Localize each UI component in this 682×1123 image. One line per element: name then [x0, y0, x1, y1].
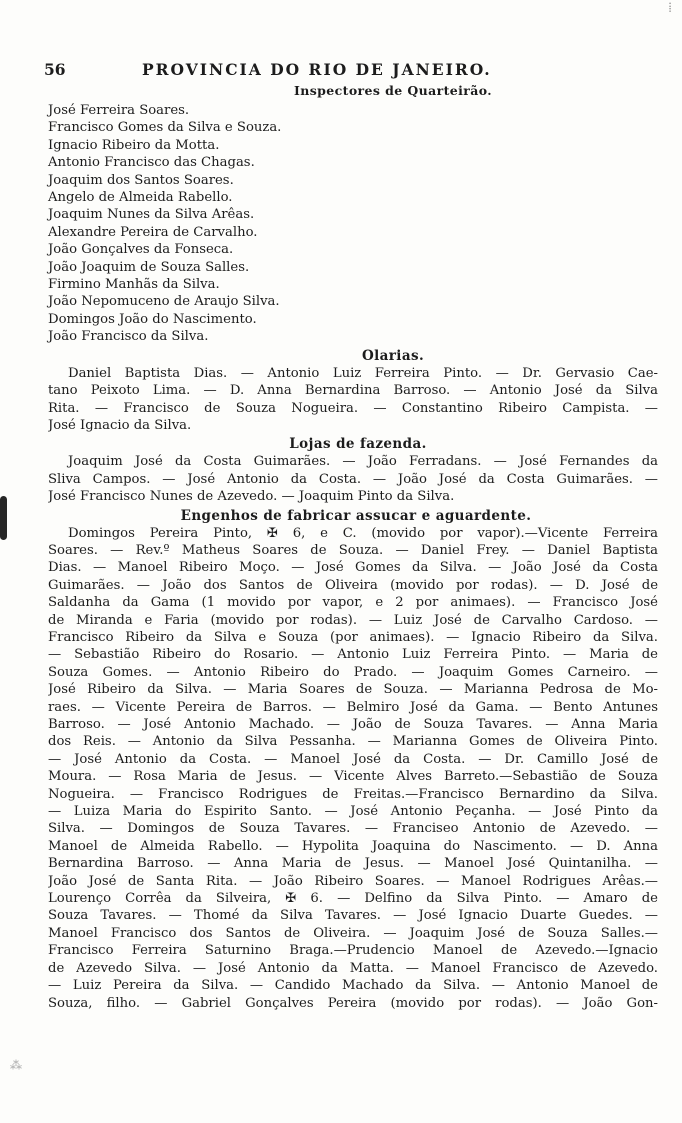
text-line: Daniel Baptista Dias. — Antonio Luiz Ferreira Pinto. — Dr. Gervasio Cae-: [68, 365, 658, 381]
section-title-lojas: Lojas de fazenda.: [289, 436, 427, 453]
text-line: Sliva Campos. — José Antonio da Costa. — João José da Costa Guimarães. —: [48, 471, 658, 487]
scan-artifact-icon: ⁞: [668, 0, 672, 16]
list-item: Antonio Francisco das Chagas.: [48, 155, 255, 171]
text-line: José Francisco Nunes de Azevedo. — Joaquim Pinto da Silva.: [48, 489, 455, 505]
lojas-paragraph: [48, 453, 658, 505]
text-line: — Luiza Maria do Espirito Santo. — José Antonio Peçanha. — José Pinto da: [48, 804, 658, 820]
text-line: José Ignacio da Silva.: [48, 417, 192, 433]
text-line: Souza, filho. — Gabriel Gonçalves Pereira (movido por rodas). — João Gon-: [48, 995, 658, 1011]
text-line: Guimarães. — João dos Santos de Oliveira (movido por rodas). — D. José de: [48, 577, 658, 593]
list-item: João Nepomuceno de Araujo Silva.: [48, 294, 280, 310]
list-item: Francisco Gomes da Silva e Souza.: [48, 120, 282, 136]
text-line: Silva. — Domingos de Souza Tavares. — Franciseo Antonio de Azevedo. —: [48, 821, 658, 837]
text-line: — Luiz Pereira da Silva. — Candido Machado da Silva. — Antonio Manoel de: [48, 978, 658, 994]
section-title-inspetores: Inspectores de Quarteirão.: [293, 83, 493, 98]
text-line: João José de Santa Rita. — João Ribeiro Soares. — Manoel Rodrigues Arêas.—: [48, 873, 658, 889]
text-line: raes. — Vicente Pereira de Barros. — Belmiro José da Gama. — Bento Antunes: [48, 699, 658, 715]
text-line: José Ribeiro da Silva. — Maria Soares de Souza. — Marianna Pedrosa de Mo-: [48, 682, 658, 698]
text-line: Domingos Pereira Pinto, ✠ 6, e C. (movido por vapor).—Vicente Ferreira: [68, 525, 658, 541]
ink-smudge-icon: ⁂: [10, 1058, 22, 1072]
list-item: Joaquim Nunes da Silva Arêas.: [48, 207, 255, 223]
text-line: Barroso. — José Antonio Machado. — João de Souza Tavares. — Anna Maria: [48, 717, 658, 732]
text-line: Francisco Ribeiro da Silva e Souza (por animaes). — Ignacio Ribeiro da Silva.: [48, 629, 658, 645]
text-line: Manoel de Almeida Rabello. — Hypolita Joaquina do Nascimento. — D. Anna: [48, 838, 658, 854]
text-line: de Miranda e Faria (movido por rodas). — Luiz José de Carvalho Cardoso. —: [48, 612, 658, 628]
text-line: de Azevedo Silva. — José Antonio da Matta. — Manoel Francisco de Azevedo.: [48, 960, 658, 976]
list-item: José Ferreira Soares.: [48, 103, 190, 118]
text-line: Nogueira. — Francisco Rodrigues de Freitas.—Francisco Bernardino da Silva.: [48, 786, 658, 802]
text-line: Souza Tavares. — Thomé da Silva Tavares. — José Ignacio Duarte Guedes. —: [48, 908, 658, 924]
text-line: — Sebastião Ribeiro do Rosario. — Antonio Luiz Ferreira Pinto. — Maria de: [48, 647, 658, 663]
list-item: João Joaquim de Souza Salles.: [48, 259, 250, 275]
text-line: tano Peixoto Lima. — D. Anna Bernardina Barroso. — Antonio José da Silva: [48, 383, 658, 399]
text-line: Francisco Ferreira Saturnino Braga.—Prudencio Manoel de Azevedo.—Ignacio: [48, 943, 658, 959]
list-item: Joaquim dos Santos Soares.: [48, 172, 234, 188]
text-line: dos Reis. — Antonio da Silva Pessanha. — Marianna Gomes de Oliveira Pinto.: [48, 734, 658, 750]
running-title: PROVINCIA DO RIO DE JANEIRO.: [142, 60, 492, 79]
olarias-paragraph: [48, 365, 658, 435]
list-item: Ignacio Ribeiro da Motta.: [48, 137, 220, 153]
text-line: Moura. — Rosa Maria de Jesus. — Vicente Alves Barreto.—Sebastião de Souza: [48, 769, 658, 785]
list-item: Firmino Manhãs da Silva.: [48, 277, 220, 293]
text-line: Saldanha da Gama (1 movido por vapor, e 2 por animaes). — Francisco José: [48, 595, 658, 611]
section-title-engenhos: Engenhos de fabricar assucar e aguardente.: [180, 507, 532, 524]
binding-hole-mark: [0, 496, 7, 540]
text-line: Dias. — Manoel Ribeiro Moço. — José Gomes da Silva. — João José da Costa: [48, 560, 658, 576]
inspetores-list: [48, 102, 658, 346]
page-number: 56: [44, 60, 66, 79]
text-line: Lourenço Corrêa da Silveira, ✠ 6. — Delfino da Silva Pinto. — Amaro de: [48, 891, 658, 907]
text-line: Joaquim José da Costa Guimarães. — João Ferradans. — José Fernandes da: [68, 454, 658, 470]
text-line: — José Antonio da Costa. — Manoel José da Costa. — Dr. Camillo José de: [48, 751, 658, 767]
list-item: Angelo de Almeida Rabello.: [48, 190, 233, 206]
text-line: Souza Gomes. — Antonio Ribeiro do Prado. — Joaquim Gomes Carneiro. —: [48, 664, 658, 680]
text-line: Manoel Francisco dos Santos de Oliveira. — Joaquim José de Souza Salles.—: [48, 925, 658, 941]
text-line: Rita. — Francisco de Souza Nogueira. — Constantino Ribeiro Campista. —: [48, 400, 658, 416]
text-line: Soares. — Rev.º Matheus Soares de Souza. — Daniel Frey. — Daniel Baptista: [48, 542, 658, 558]
list-item: Alexandre Pereira de Carvalho.: [48, 224, 258, 240]
text-line: Bernardina Barroso. — Anna Maria de Jesus. — Manoel José Quintanilha. —: [48, 856, 658, 872]
section-title-olarias: Olarias.: [361, 347, 425, 364]
list-item: João Gonçalves da Fonseca.: [48, 242, 234, 258]
running-header: [44, 58, 658, 82]
list-item: Domingos João do Nascimento.: [48, 311, 257, 327]
engenhos-paragraph: [48, 525, 658, 1012]
list-item: João Francisco da Silva.: [48, 329, 209, 345]
